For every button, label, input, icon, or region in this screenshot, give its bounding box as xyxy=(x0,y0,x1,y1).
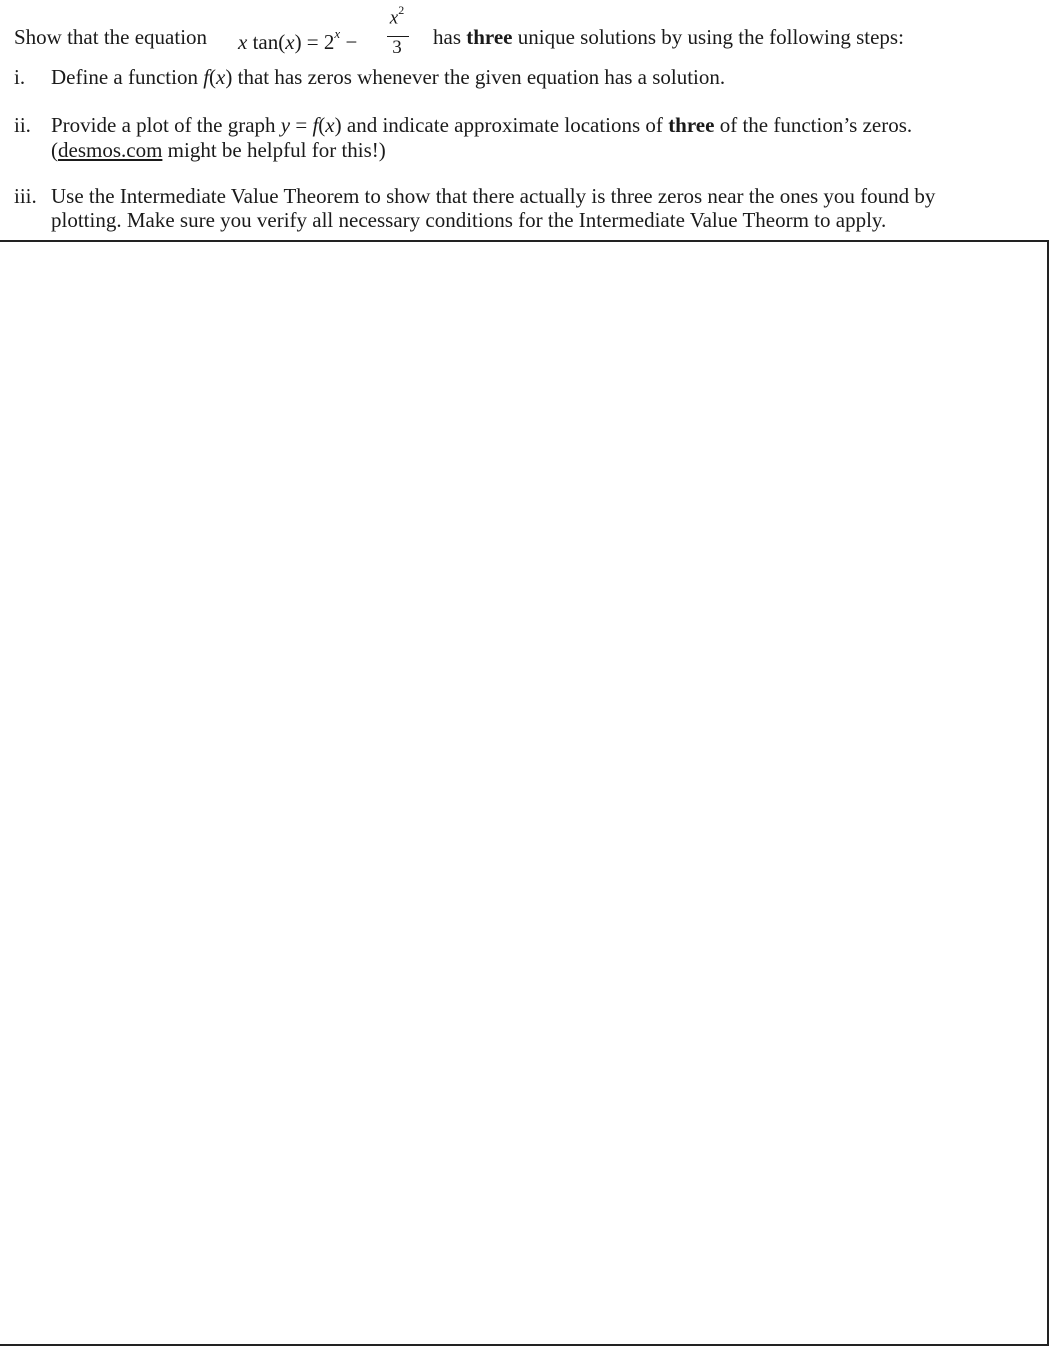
step-iii-line2: plotting. Make sure you verify all necessary conditions for the Intermediate Value Theorm to apply. xyxy=(51,208,887,232)
step-ii-bold-three: three xyxy=(668,113,715,137)
step-iii-marker: iii. xyxy=(14,184,37,208)
step-ii-line2: (desmos.com might be helpful for this!) xyxy=(51,138,386,162)
step-iii-line1: Use the Intermediate Value Theorem to show that there actually is three zeros near the ones you found by xyxy=(51,184,936,208)
problem-intro xyxy=(14,25,207,49)
equation-minus: − xyxy=(345,30,358,54)
intro-after-text-1: has xyxy=(433,25,467,49)
equation-tan: tan( xyxy=(252,30,286,54)
step-i-text: Define a function f(x) that has zeros whenever the given equation has a solution. xyxy=(51,65,726,89)
fraction-numerator-exponent: 2 xyxy=(398,3,405,17)
fraction-numerator: $x^2$ xyxy=(389,3,405,29)
equation-var-x2: x xyxy=(285,30,295,54)
intro-text: Show that the equation xyxy=(14,25,208,49)
step-ii-marker: ii. xyxy=(14,113,31,137)
equation-exponent: x xyxy=(334,26,341,41)
fraction-denominator: 3 xyxy=(392,37,402,58)
equation-var-x: x xyxy=(238,30,248,54)
equation-rest: ) = 2 xyxy=(294,30,335,54)
intro-after-text-2: unique solutions by using the following steps: xyxy=(512,25,904,49)
intro-bold-three: three xyxy=(466,25,513,49)
desmos-link[interactable]: desmos.com xyxy=(58,138,163,162)
intro-after xyxy=(433,25,904,49)
answer-box[interactable] xyxy=(0,240,1049,1346)
step-i-marker: i. xyxy=(14,65,26,89)
equation-left xyxy=(238,25,357,54)
step-ii-line1: Provide a plot of the graph y = f(x) and indicate approximate locations of three of the function’s zeros. xyxy=(51,113,913,137)
